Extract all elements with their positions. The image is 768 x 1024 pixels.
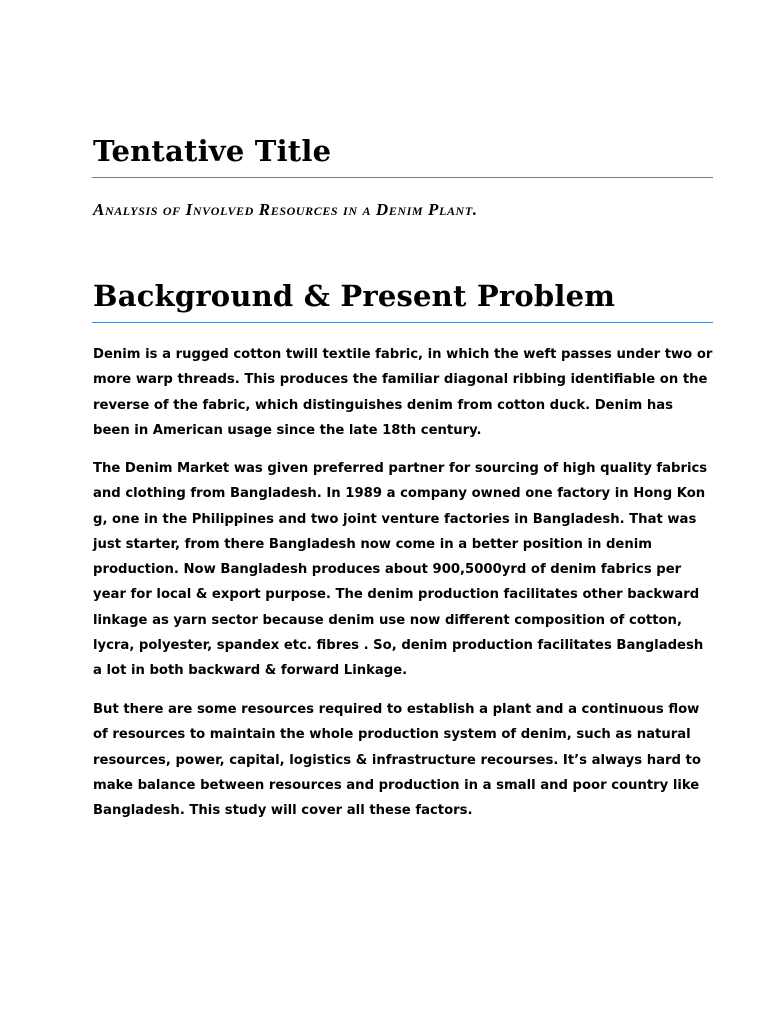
- paragraph-denim-definition: Denim is a rugged cotton twill textile fabric, in which the weft passes under two or more warp threads. This produces the familiar diagonal ribbing identifiable on the reverse of the fabric, which distinguishes denim from cotton duck. Denim has been in American usage since the late 18th century.: [93, 347, 713, 438]
- title-underline-rule: [92, 177, 713, 178]
- paragraph-resources: But there are some resources required to establish a plant and a continuous flow of resources to maintain the whole production system of denim, such as natural resources, power, capital, logistics & infrastructure recourses. It’s always hard to make balance between resources and production in a small and poor country like Bangladesh. This study will cover all these factors.: [93, 702, 701, 819]
- tentative-title-heading: Tentative Title: [93, 134, 332, 168]
- background-section-heading: Background & Present Problem: [93, 279, 616, 313]
- document-subtitle: Analysis of Involved Resources in a Denim Plant.: [93, 200, 478, 219]
- section-underline-rule: [92, 322, 713, 323]
- paragraph-denim-market: The Denim Market was given preferred partner for sourcing of high quality fabrics and clothing from Bangladesh. In 1989 a company owned one factory in Hong Kon g, one in the Philippines and two joint venture factories in Bangladesh. That was just starter, from there Bangladesh now come in a better position in denim production. Now Bangladesh produces about 900,5000yrd of denim fabrics per year for local & export purpose. The denim production facilitates other backward linkage as yarn sector because denim use now different composition of cotton, lycra, polyester, spandex etc. fibres . So, denim production facilitates Bangladesh a lot in both backward & forward Linkage.: [93, 461, 708, 679]
